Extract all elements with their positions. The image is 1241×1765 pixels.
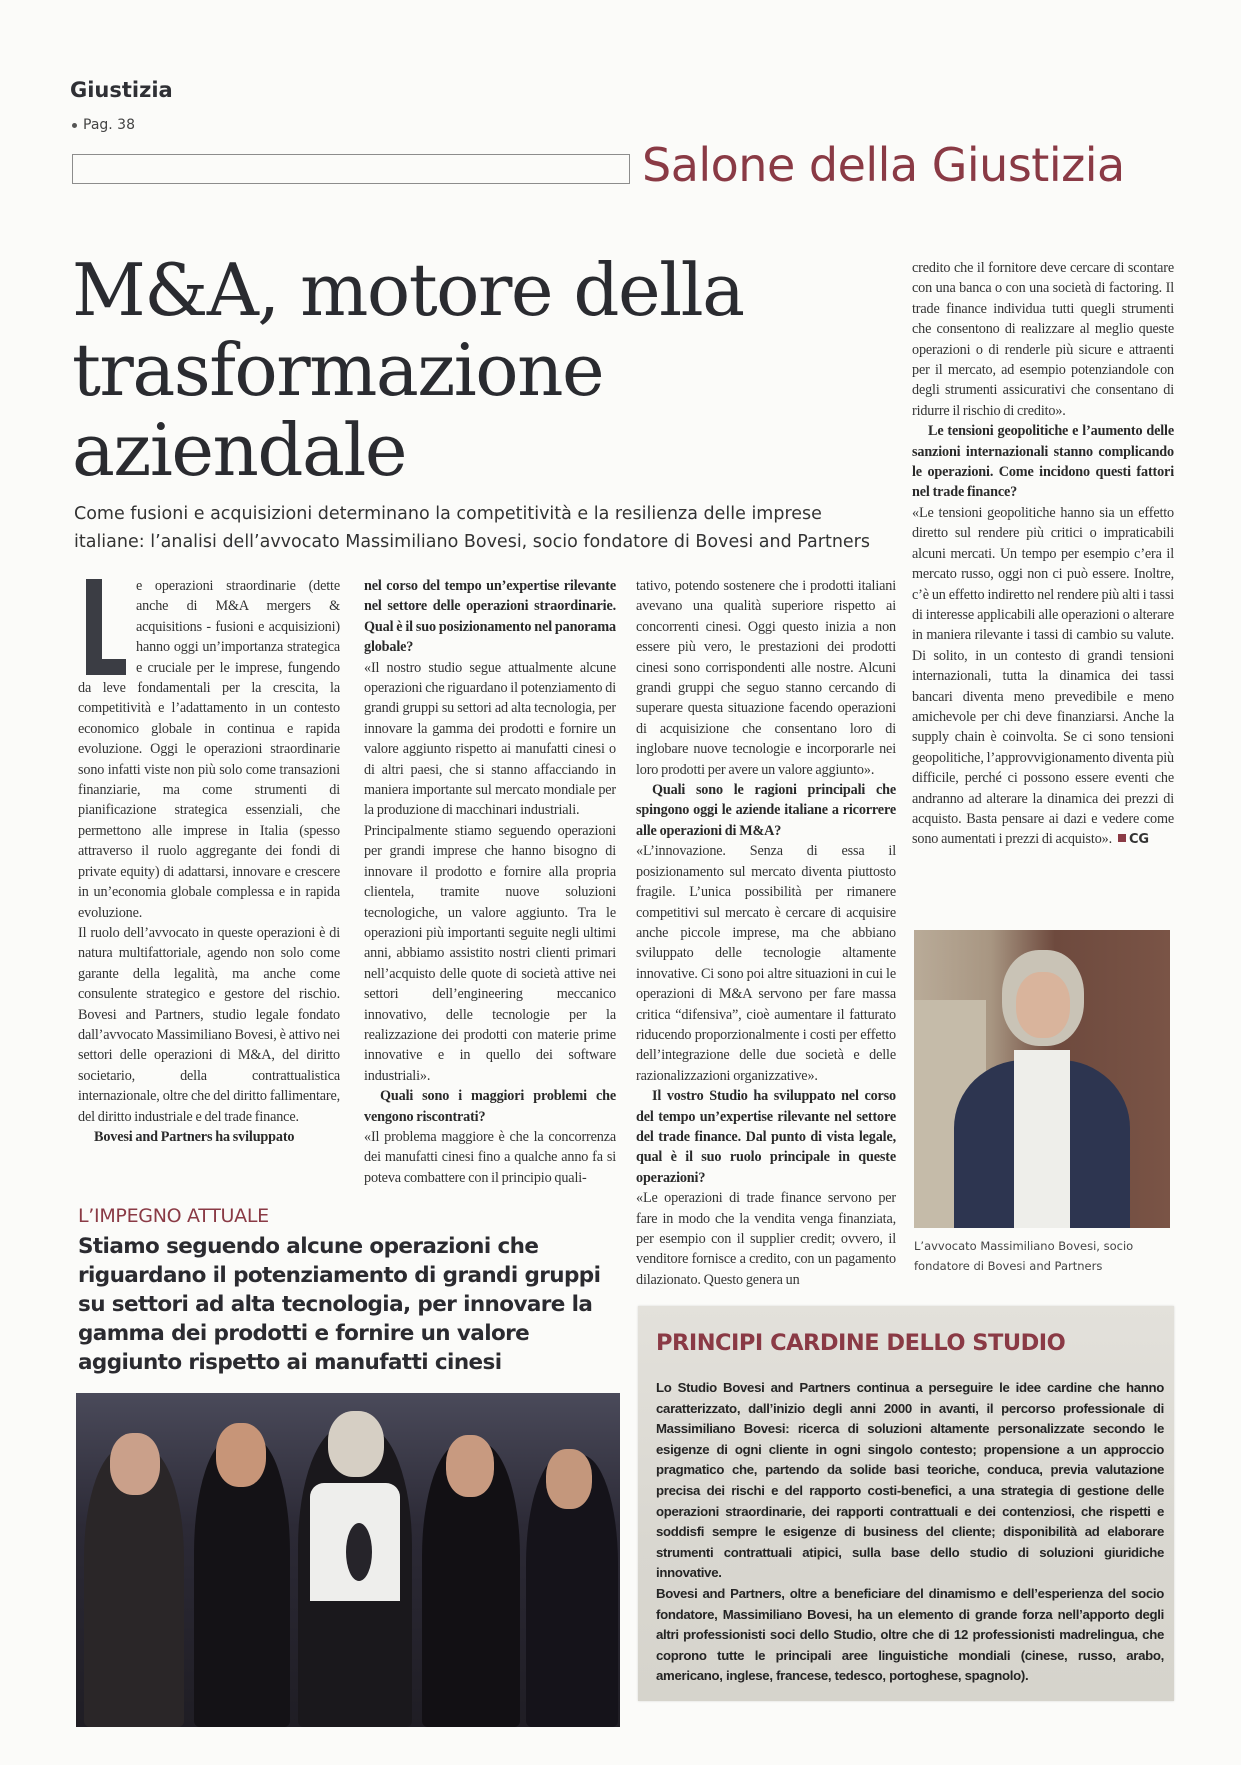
dropcap-letter [78, 579, 126, 675]
body-paragraph: Il ruolo dell’avvocato in queste operazioni è di natura multifattoriale, agendo non solo come garante della legalità, ma anche come consulente strategico e gestore del rischio. Bovesi and Partners, studio legale fondato dall’avvocato Massimiliano Bovesi, è attivo nei settori delle operazioni di M&A, del diritto societario, della contrattualistica internazionale, oltre che del diritto fallimentare, del diritto industriale e del trade finance. [78, 924, 340, 1125]
masthead-title: Salone della Giustizia [642, 138, 1125, 192]
bullet-icon [72, 123, 77, 128]
page-reference-text: Pag. 38 [83, 117, 135, 133]
photo-face [446, 1435, 494, 1497]
photo-face [1016, 972, 1070, 1038]
signature-initials: CG [1128, 832, 1149, 848]
pull-quote-block [78, 1204, 626, 1377]
portrait-block [914, 930, 1176, 1276]
question-1-end: nel corso del tempo un’expertise rilevante nel settore delle operazioni straordinarie. Qual è il suo posizionamento nel panorama globale? [364, 578, 616, 656]
article-headline: M&A, motore della trasformazione aziendale [72, 248, 744, 492]
answer-5-text: «Le tensioni geopolitiche hanno sia un effetto diretto sul rendere più critici o impraticabili alcuni mercati. Un tempo per esempio c’era il mercato russo, oggi non ci può essere. Inoltre, c’è un effetto indiretto nel rendere più alti i tassi di interesse applicabili alle operazioni o alterare in maniera rilevante i tassi di cambio su valute. Di solito, in un contesto di grandi tensioni internazionali, tutta la dinamica dei tassi bancari diventa meno prevedibile e meno amichevole per chi deve finanziarsi. Anche la supply chain è coinvolta. Se ci sono tensioni geopolitiche, l’approvvigionamento diventa più difficile, perché ci possono essere eventi che andranno ad alterare la dinamica dei prezzi di acquisto. Basta pensare ai dazi e vedere come sono aumentati i prezzi di acquisto». [912, 504, 1174, 848]
answer-4-start: «Le operazioni di trade finance servono per fare in modo che la vendita venga finanziata, per esempio con il supplier credit; ovvero, il venditore fornisce a credito, con un pagamento dilazionato. Questo genera un [636, 1190, 896, 1288]
answer-1: «Il nostro studio segue attualmente alcune operazioni che riguardano il potenziamento di grandi gruppi su settori ad alta tecnologia, per innovare la gamma dei prodotti e fornire un valore aggiunto rispetto ai manufatti cinesi o di altri paesi, che si stanno affacciando in maniera importante sul mercato mondiale per la produzione di macchinari industriali. [364, 659, 616, 819]
group-award-photo [76, 1393, 620, 1727]
principles-box-title: PRINCIPI CARDINE DELLO STUDIO [656, 1330, 1066, 1356]
header-rule-box [72, 154, 630, 184]
section-label: Giustizia [70, 78, 173, 102]
dropcap-foot [86, 659, 126, 675]
portrait-photo [914, 930, 1170, 1228]
answer-3: «L’innovazione. Senza di essa il posizionamento sul mercato diventa piuttosto fragile. L’unica possibilità per rimanere competitivi sul mercato è cercare di acquisire anche piccole imprese, ma che abbiano sviluppato delle tecnologie altamente innovative. Ci sono poi altre situazioni in cui le operazioni di M&A servono per fare massa critica “difensiva”, cioè aumentare il fatturato riducendo proporzionalmente i costi per effetto dell’integrazione delle due società e delle razionalizzazioni organizzative». [636, 843, 896, 1084]
author-signature [1112, 832, 1149, 847]
photo-face [110, 1433, 160, 1495]
photo-face [216, 1423, 266, 1487]
principles-box-body [656, 1378, 1164, 1687]
answer-2-end: tativo, potendo sostenere che i prodotti italiani avevano una qualità superiore rispetto ai concorrenti cinesi. Oggi questo inizia a non essere più vero, le prestazioni dei prodotti cinesi sono corrispondenti alle nostre. Alcuni grandi gruppi che seguo stanno cercando di superare questa situazione facendo operazioni di acquisizione che consentano loro di inglobare nuove tecnologie e incorporarle nei loro prodotti per avere un valore aggiunto». [636, 578, 896, 778]
article-standfirst: Come fusioni e acquisizioni determinano la competitività e la resilienza delle imprese italiane: l’analisi dell’avvocato Massimiliano Bovesi, socio fondatore di Bovesi and Partners [74, 504, 870, 552]
answer-4-end: credito che il fornitore deve cercare di scontare con una banca o con una società di factoring. Il trade finance individua tutti quegli strumenti che consentono di realizzare al meglio queste operazioni o di renderle più sicure e attraenti per il mercato, ad esempio potenziandole con degli strumenti assicurativi che consentano di ridurre il rischio di credito». [912, 260, 1174, 419]
article-column-1 [78, 576, 340, 1147]
question-4: Il vostro Studio ha sviluppato nel corso del tempo un’expertise rilevante nel settore del trade finance. Dal punto di vista legale, qual è il suo ruolo principale in queste operazioni? [636, 1088, 896, 1186]
photo-shirt [1014, 1050, 1070, 1228]
principles-paragraph-2: Bovesi and Partners, oltre a beneficiare del dinamismo e dell’esperienza del socio fondatore, Massimiliano Bovesi, ha un elemento di grande forza nell’apporto degli altri professionisti soci dello Studio, oltre che di 12 professionisti madrelingua, che coprono tutte le principali aree linguistiche mondiali (cinese, russo, arabo, americano, inglese, francese, tedesco, portoghese, spagnolo). [656, 1585, 1164, 1684]
intro-paragraph: e operazioni straordinarie (dette anche di M&A mergers & acquisitions - fusioni e acquisizioni) hanno oggi un’importanza strategica e cruciale per le imprese, fungendo da leve fondamentali per la crescita, la competitività e l’adattamento in un contesto economico globale in continua e rapida evoluzione. Oggi le operazioni straordinarie sono infatti viste non più solo come transazioni finanziarie, ma come strumenti di pianificazione strategica essenziali, che permettono alle imprese in Italia (spesso attraverso il ruolo aggregante dei fondi di private equity) di adattarsi, innovare e crescere in un’economia globale complessa e in rapida evoluzione. [78, 578, 340, 921]
pull-quote-kicker: L’IMPEGNO ATTUALE [78, 1205, 269, 1227]
answer-1-continued: Principalmente stiamo seguendo operazioni per grandi imprese che hanno bisogno di innovare il prodotto e fornire alla propria clientela, tramite nuove soluzioni tecnologiche, un valore aggiunto. Tra le operazioni più importanti seguite negli ultimi anni, abbiamo assistito nostri clienti primari nell’acquisto delle quote di società attive nei settori dell’engineering meccanico innovativo, delle tecnologie per la realizzazione dei prodotti con materie prime innovative e in quello dei software industriali». [364, 822, 616, 1084]
principles-box [638, 1306, 1174, 1701]
question-1-start: Bovesi and Partners ha sviluppato [94, 1128, 295, 1145]
end-square-icon [1118, 834, 1126, 842]
trophy-icon [346, 1523, 372, 1581]
question-2: Quali sono i maggiori problemi che vengono riscontrati? [364, 1088, 616, 1125]
photo-face [546, 1449, 592, 1509]
question-5: Le tensioni geopolitiche e l’aumento delle sanzioni internazionali stanno complicando le operazioni. Come incidono questi fattori nel trade finance? [912, 423, 1174, 501]
article-column-2 [364, 576, 616, 1188]
article-column-4 [912, 258, 1174, 851]
answer-2-start: «Il problema maggiore è che la concorrenza dei manufatti cinesi fino a qualche anno fa si poteva combattere con il principio quali- [364, 1128, 616, 1186]
article-column-3 [636, 576, 896, 1290]
photo-face [328, 1411, 384, 1477]
principles-paragraph-1: Lo Studio Bovesi and Partners continua a perseguire le idee cardine che hanno caratterizzato, dall’inizio degli anni 2000 in avanti, il percorso professionale di Massimiliano Bovesi: ricerca di soluzioni altamente personalizzate secondo le esigenze di ogni cliente in ogni singolo contesto; propensione a un approccio pragmatico che, partendo da solide basi teoriche, conduca, previa valutazione precisa dei rischi e del rapporto costi-benefici, a una strategia di gestione delle operazioni straordinarie, dei rapporti contrattuali e dei contenziosi, che rispetti e soddisfi sempre le esigenze di business del cliente; disponibilità ad elaborare strumenti contrattuali atipici, sulla base dello studio di soluzioni giuridiche innovative. [656, 1380, 1164, 1581]
portrait-caption: L’avvocato Massimiliano Bovesi, socio fondatore di Bovesi and Partners [914, 1239, 1134, 1273]
question-3: Quali sono le ragioni principali che spingono oggi le aziende italiane a ricorrere alle operazioni di M&A? [636, 782, 896, 839]
page-reference [72, 117, 135, 133]
answer-5 [912, 503, 1174, 851]
pull-quote-text: Stiamo seguendo alcune operazioni che riguardano il potenziamento di grandi gruppi su settori ad alta tecnologia, per innovare la gamma dei prodotti e fornire un valore aggiunto rispetto ai manufatti cinesi [78, 1234, 601, 1375]
